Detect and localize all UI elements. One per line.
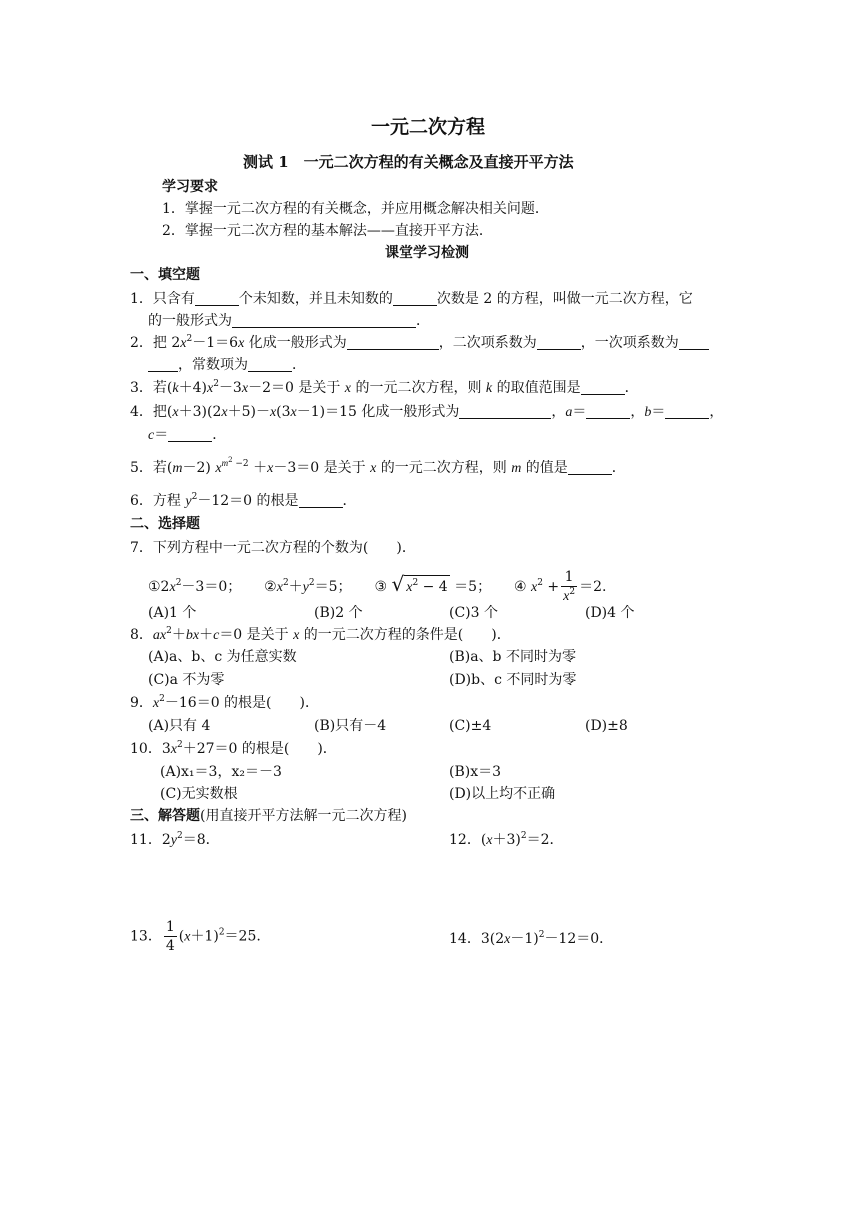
section-title: 课堂学习检测	[385, 245, 469, 261]
q9-option-c[interactable]: (C)±4	[449, 718, 492, 734]
q13-fraction: $\frac{1}{4}$	[165, 919, 175, 954]
q7-number: 7．	[130, 540, 153, 556]
question-2-cont	[148, 355, 306, 375]
q6-blank[interactable]	[299, 493, 343, 508]
q14-text: －12＝0．	[544, 931, 614, 947]
q8-stem: 的一元二次方程的条件是( )．	[299, 627, 511, 643]
q12-text: ＝2．	[526, 832, 564, 848]
q2-blank-3[interactable]	[679, 335, 709, 350]
requirement-item-2: 2．掌握一元二次方程的基本解法——直接开平方法．	[162, 223, 493, 239]
q2-number: 2．	[130, 335, 153, 351]
q3-text: 若(	[152, 380, 173, 396]
q7-expr-4: ＝2.	[579, 579, 607, 595]
q9-option-d[interactable]: (D)±8	[585, 718, 628, 734]
q3-text: 的取值范围是	[492, 380, 581, 396]
q4-text: ＝	[651, 404, 666, 420]
q7-option-c[interactable]: (C)3 个	[449, 605, 498, 621]
q4-text: ．	[212, 427, 227, 443]
q4-text: ＝	[154, 427, 169, 443]
question-3: 3．若$(k+4)x^2-3x-2=0$ 是关于 x 的一元二次方程，则 k 的取值范围是 ．	[130, 379, 639, 396]
q3-number: 3．	[130, 380, 153, 396]
q1-text: 次数是 2 的方程，叫做一元二次方程，它	[436, 291, 693, 307]
q13-number: 13．	[130, 928, 162, 945]
q7-option-a[interactable]: (A)1 个	[148, 605, 197, 621]
q3-text: －2＝0 是关于	[248, 380, 345, 396]
q3-text: －3	[218, 380, 242, 396]
question-1	[130, 289, 693, 309]
question-12: 12．$(x+3)^2=2$．	[449, 831, 564, 848]
q8-option-b[interactable]: (B)a、b 不同时为零	[449, 649, 576, 665]
q5-text: －2)	[182, 460, 211, 476]
q4-text: ＋3)(2	[178, 404, 222, 420]
q11-number: 11．	[130, 832, 162, 848]
q12-text: (	[480, 832, 487, 848]
question-2: 2．把 $2x^2-1=6x$ 化成一般形式为 ，二次项系数为 ，一次项系数为	[130, 333, 709, 354]
q3-text: 的一元二次方程，则	[351, 380, 486, 396]
q5-text: ．	[611, 460, 626, 476]
question-10: 10．$3x^2+27=0$ 的根是( )．	[130, 740, 337, 757]
q2-text: ，一次项系数为	[580, 335, 679, 351]
part3-heading-note: (用直接开平方法解一元二次方程)	[200, 808, 407, 824]
q7-expr-1: ①2	[148, 579, 170, 595]
q4-text: ＋5)－	[227, 404, 270, 420]
q5-text: 的一元二次方程，则	[376, 460, 512, 476]
q14-text: －1)	[510, 931, 539, 947]
q4-text: (3	[276, 404, 291, 420]
question-13: 13． $\frac{1}{4}$ $(x+1)^2=25$.	[130, 919, 261, 954]
q8-option-c[interactable]: (C)a 不为零	[148, 672, 225, 688]
q12-text: ＋3)	[492, 832, 521, 848]
q1-text: ．	[416, 313, 430, 329]
q9-number: 9．	[130, 695, 153, 711]
q7-radicand: $x^2 - 4$	[404, 575, 450, 599]
q13-text: ＋1)	[190, 928, 219, 945]
q7-expr-2: ②	[264, 579, 277, 595]
q2-text: ．	[292, 357, 306, 373]
q4-number: 4．	[130, 404, 153, 420]
part1-heading: 一、填空题	[130, 267, 200, 283]
q7-expr-3: ＝5；	[454, 579, 492, 595]
question-14: 14．$3(2x-1)^2-12=0$．	[449, 930, 614, 947]
test-subtitle: 测试 1 一元二次方程的有关概念及直接开平方法	[243, 153, 574, 171]
question-8: 8．$ax^2+bx+c=0$ 是关于 x 的一元二次方程的条件是( )．	[130, 626, 511, 643]
q5-text: 的值是	[521, 460, 568, 476]
q13-text: (	[178, 928, 185, 945]
q14-text: 3(2	[480, 931, 505, 947]
question-9: 9．$x^2-16=0$ 的根是( )．	[130, 694, 319, 711]
requirement-item-1: 1．掌握一元二次方程的有关概念，并应用概念解决相关问题．	[162, 201, 549, 217]
q1-blank-2[interactable]	[393, 291, 437, 306]
q7-fraction: $\frac{1}{x^2}$	[563, 569, 576, 604]
question-4: 4．把(x＋3)(2x＋5)－x(3x－1)＝15 化成一般形式为 ，a＝ ，b＝ ，	[130, 404, 724, 420]
q4-blank-1[interactable]	[459, 404, 551, 419]
q7-option-d[interactable]: (D)4 个	[585, 605, 635, 621]
q8-stem: ＋	[171, 627, 186, 643]
q4-blank-2[interactable]	[586, 404, 630, 419]
q1-blank-3[interactable]	[232, 313, 416, 328]
q7-expr-1: －3＝0；	[181, 579, 242, 595]
question-1-cont	[148, 311, 430, 331]
q8-number: 8．	[130, 627, 153, 643]
q9-stem: －16＝0 的根是( )．	[164, 695, 319, 711]
q2-text: ，二次项系数为	[438, 335, 537, 351]
q7-expressions: $①2x^2-3=0$； $②x^2+y^2=5$； ③ √ $x^2 - 4 =5$； ④ $x^2$ + $\frac{1}{x^2}$ ＝2.	[148, 569, 607, 604]
q7-option-b[interactable]: (B)2 个	[314, 605, 363, 621]
q11-text: 2	[161, 832, 171, 848]
q8-option-a[interactable]: (A)a、b、c 为任意实数	[148, 649, 297, 665]
q6-text: ．	[342, 493, 357, 509]
q4-text: ＝	[572, 404, 587, 420]
question-5: 5．若(m－2) $x^{m^2 -2} +x-3=0$ 是关于 x 的一元二次方程，则 m 的值是 ．	[130, 456, 626, 476]
q7-expr-4: ④	[514, 579, 527, 595]
q2-text: 把 2	[152, 335, 181, 351]
q10-stem: ＋27＝0 的根是( )．	[182, 741, 337, 757]
q4-text: ，	[551, 404, 566, 420]
q2-blank-2[interactable]	[537, 335, 581, 350]
q4-text: ，	[709, 404, 724, 420]
q5-text: 若(	[152, 460, 173, 476]
question-4-cont: c＝ ．	[148, 427, 227, 443]
q10-option-d[interactable]: (D)以上均不正确	[449, 786, 556, 802]
question-6: 6．方程 $y^2-12=0$ 的根是 ．	[130, 492, 357, 509]
part3-heading: 三、解答题	[130, 808, 200, 824]
q9-option-a[interactable]: (A)只有 4	[148, 718, 211, 734]
q10-stem: 3	[161, 741, 171, 757]
q1-blank-1[interactable]	[195, 291, 239, 306]
q3-text: ＋4)	[178, 380, 207, 396]
q2-blank-1[interactable]	[347, 335, 439, 350]
q2-text: －1＝6	[192, 335, 239, 351]
requirements-heading: 学习要求	[162, 179, 218, 195]
q7-expr-3: ③	[374, 579, 388, 595]
q1-text: 个未知数，并且未知数的	[238, 291, 393, 307]
q2-text: 化成一般形式为	[248, 335, 347, 351]
q1-text: 的一般形式为	[148, 313, 232, 329]
q4-text: 把(	[152, 404, 173, 420]
q5-blank[interactable]	[568, 460, 612, 475]
q9-option-b[interactable]: (B)只有－4	[314, 718, 387, 734]
part3-heading-line	[130, 806, 407, 826]
q7-stem: 下列方程中一元二次方程的个数为( )．	[152, 540, 416, 556]
q4-text: －1)＝15 化成一般形式为	[296, 404, 460, 420]
q12-number: 12．	[449, 832, 481, 848]
q4-blank-3[interactable]	[665, 404, 709, 419]
q6-number: 6．	[130, 493, 153, 509]
question-7	[130, 538, 416, 558]
q8-stem: ＝0 是关于	[219, 627, 294, 643]
q1-number: 1．	[130, 291, 153, 307]
q2-blank-3b[interactable]	[148, 357, 178, 372]
q10-option-b[interactable]: (B)x＝3	[449, 764, 502, 780]
q3-blank[interactable]	[581, 380, 625, 395]
q4-text: ，	[630, 404, 645, 420]
q5-text: －3＝0 是关于	[273, 460, 371, 476]
q1-text: 只含有	[152, 291, 195, 307]
q2-text: ，常数项为	[178, 357, 248, 373]
q5-text: ＋	[253, 460, 268, 476]
q10-option-a[interactable]: (A)x₁＝3，x₂＝－3	[160, 764, 282, 780]
q11-text: ＝8．	[182, 832, 220, 848]
q7-expr-2: ＋	[288, 579, 303, 595]
q5-number: 5．	[130, 460, 153, 476]
q8-option-d[interactable]: (D)b、c 不同时为零	[449, 672, 577, 688]
q14-number: 14．	[449, 931, 481, 947]
q10-number: 10．	[130, 741, 162, 757]
q8-stem: ＋	[199, 627, 214, 643]
q4-blank-4[interactable]	[168, 427, 212, 442]
q3-text: ．	[624, 380, 639, 396]
q10-option-c[interactable]: (C)无实数根	[160, 786, 238, 802]
question-11: 11．$2y^2=8$．	[130, 831, 220, 848]
q6-text: 方程	[152, 493, 186, 509]
q2-blank-4[interactable]	[248, 357, 292, 372]
q6-text: －12＝0 的根是	[197, 493, 299, 509]
part2-heading: 二、选择题	[130, 516, 200, 532]
q7-expr-2: ＝5；	[314, 579, 352, 595]
q13-text: ＝25.	[224, 928, 261, 945]
sqrt-icon: √	[391, 572, 405, 596]
page-title: 一元二次方程	[371, 116, 486, 138]
